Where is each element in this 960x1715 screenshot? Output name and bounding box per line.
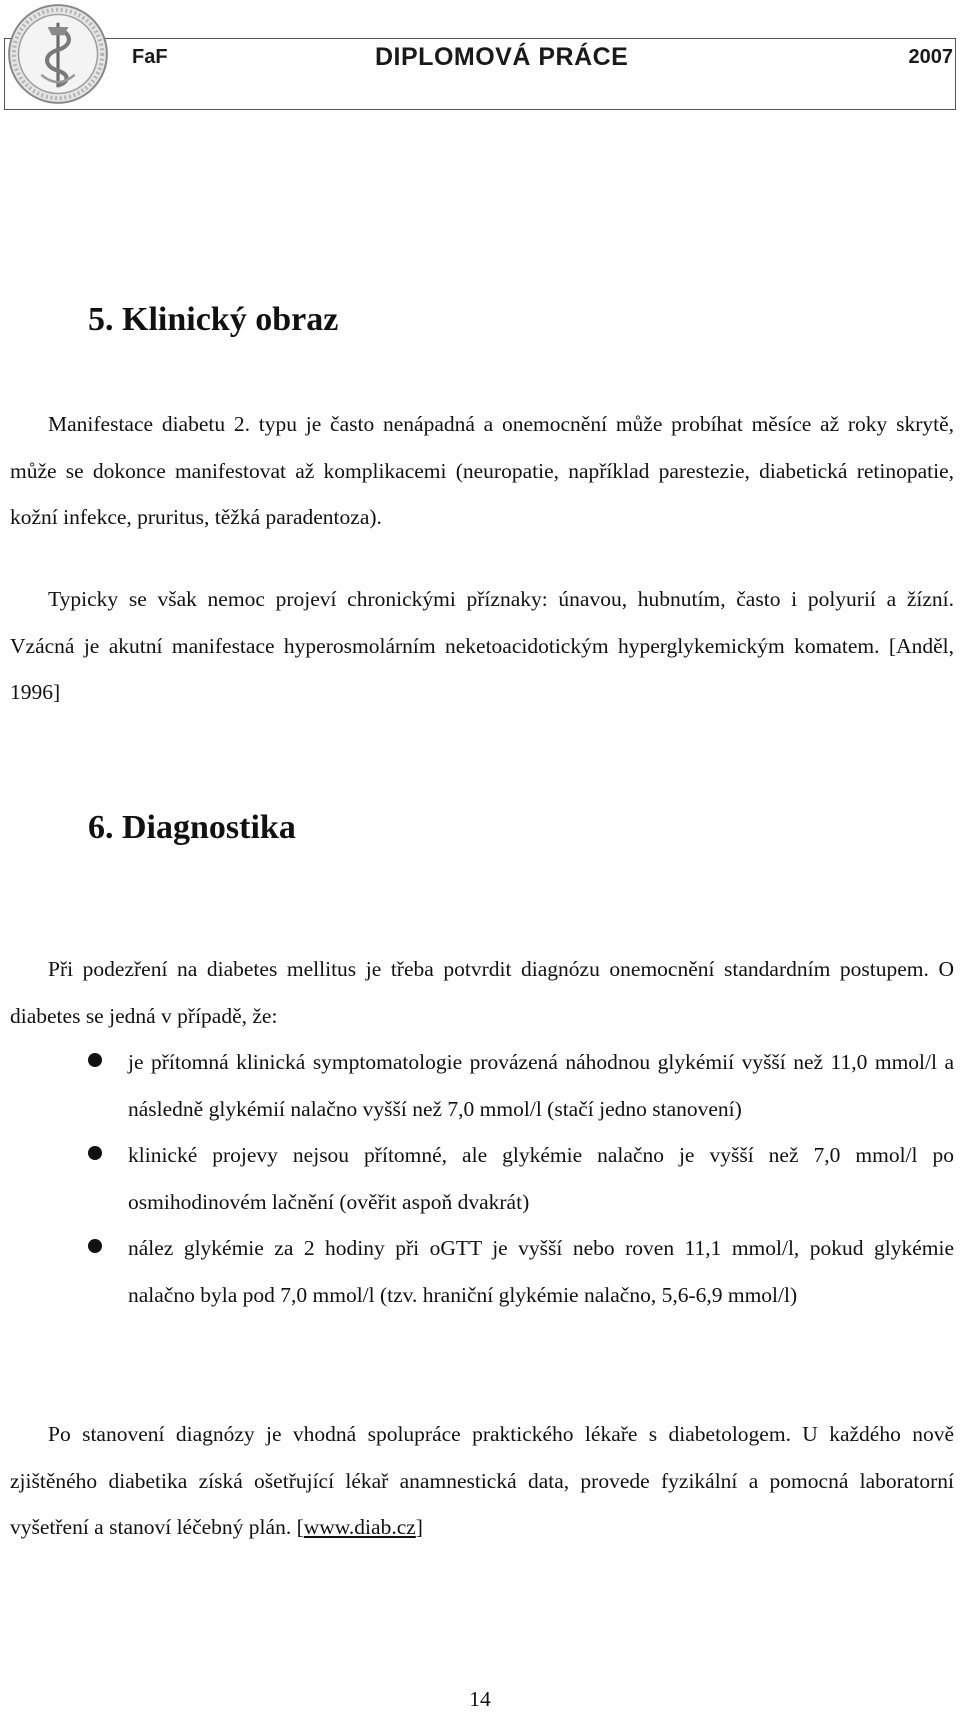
section-6-heading: 6. Diagnostika [88,809,296,846]
list-item-text: klinické projevy nejsou přítomné, ale glykémie nalačno je vyšší než 7,0 mmol/l po osmihodinovém lačnění (ověřit aspoň dvakrát) [128,1143,954,1214]
section-6-intro-text: Při podezření na diabetes mellitus je třeba potvrdit diagnózu onemocnění standardním postupem. O diabetes se jedná v případě, že: [10,957,954,1028]
section-6-intro [10,946,954,1039]
diab-cz-link[interactable]: www.diab.cz [303,1515,416,1539]
diagnosis-criteria-list [0,1039,960,1318]
list-item [0,1132,954,1225]
bullet-icon [88,1146,102,1160]
section-6-closing-text: Po stanovení diagnózy je vhodná spolupráce praktického lékaře s diabetologem. U každého nově zjištěného diabetika získá ošetřující lékař anamnestická data, provede fyzikální a pomocná laboratorní vyšetření a stanoví léčebný plán. [ [10,1422,954,1539]
bullet-icon [88,1053,102,1067]
section-5-paragraph-2-text: Typicky se však nemoc projeví chronickými příznaky: únavou, hubnutím, často i polyurií a žízní. Vzácná je akutní manifestace hyperosmolárním neketoacidotickým hyperglykemickým komatem. [Anděl, 1996] [10,587,954,704]
section-6-closing-end: ] [415,1515,423,1539]
header-year: 2007 [908,46,953,68]
list-item [0,1225,954,1318]
section-5-heading: 5. Klinický obraz [88,301,339,338]
section-5-paragraph-1 [10,401,954,541]
page-number: 14 [469,1687,491,1711]
section-6-closing-paragraph [10,1411,954,1551]
list-item [0,1039,954,1132]
section-5-paragraph-1-text: Manifestace diabetu 2. typu je často nenápadná a onemocnění může probíhat měsíce až roky skrytě, může se dokonce manifestovat až komplikacemi (neuropatie, například parestezie, diabetická retinopatie, kožní infekce, pruritus, těžká paradentoza). [10,412,954,529]
header-faculty-abbreviation: FaF [132,46,168,68]
header-thesis-label: DIPLOMOVÁ PRÁCE [375,43,629,71]
section-5-paragraph-2 [10,576,954,716]
bullet-icon [88,1239,102,1253]
list-item-text: je přítomná klinická symptomatologie provázená náhodnou glykémií vyšší než 11,0 mmol/l a následně glykémií nalačno vyšší než 7,0 mmol/l (stačí jedno stanovení) [128,1050,954,1121]
list-item-text: nález glykémie za 2 hodiny při oGTT je vyšší nebo roven 11,1 mmol/l, pokud glykémie nalačno byla pod 7,0 mmol/l (tzv. hraniční glykémie nalačno, 5,6-6,9 mmol/l) [128,1236,954,1307]
faculty-seal-logo-icon [6,2,110,106]
